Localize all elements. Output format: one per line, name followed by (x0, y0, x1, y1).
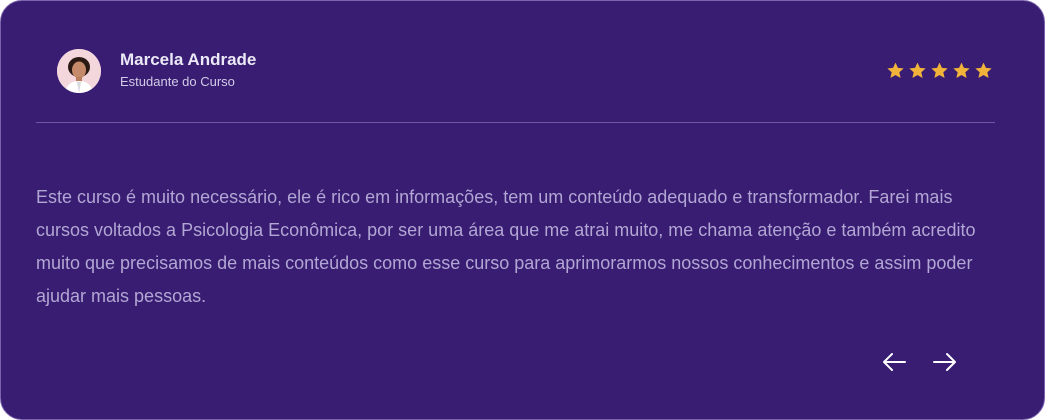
testimonial-header (1, 1, 1044, 122)
divider (36, 122, 995, 123)
star-icon (974, 61, 993, 80)
previous-button[interactable] (881, 347, 907, 377)
arrow-right-icon (932, 351, 958, 373)
star-icon (886, 61, 905, 80)
author-name: Marcela Andrade (120, 50, 257, 69)
star-icon (952, 61, 971, 80)
carousel-navigation (881, 347, 958, 377)
rating-stars (886, 61, 993, 80)
testimonial-text: Este curso é muito necessário, ele é rico em informações, tem um conteúdo adequado e transformador. Farei mais cursos voltados a Psicologia Econômica, por ser uma área que me atrai muito, me chama atenção e também acredito muito que precisamos de mais conteúdos como esse curso para aprimorarmos nossos conhecimentos e assim poder ajudar mais pessoas. (36, 187, 976, 306)
avatar (57, 49, 101, 93)
star-icon (908, 61, 927, 80)
next-button[interactable] (932, 347, 958, 377)
arrow-left-icon (881, 351, 907, 373)
star-icon (930, 61, 949, 80)
author-role: Estudante do Curso (120, 74, 235, 89)
